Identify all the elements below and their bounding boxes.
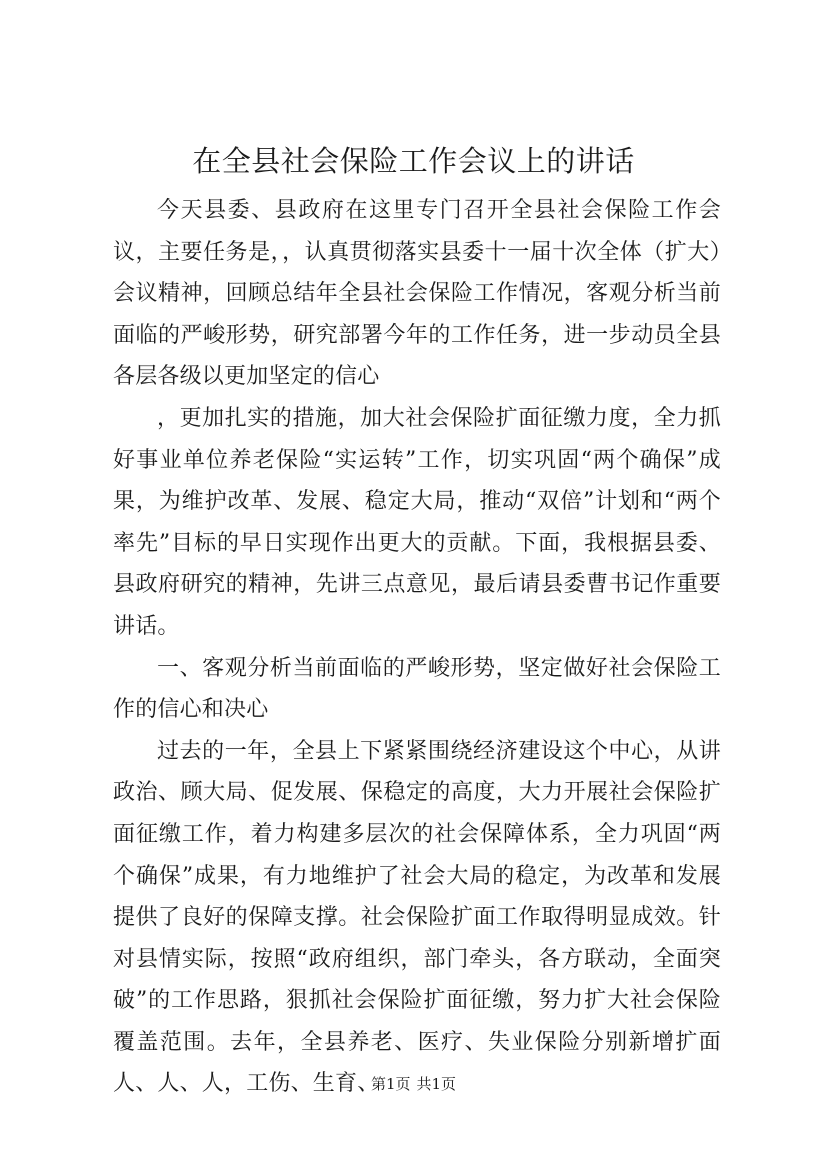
page-total: 共1页	[416, 1075, 457, 1093]
document-title: 在全县社会保险工作会议上的讲话	[192, 144, 635, 178]
paragraph-review: 过去的一年，全县上下紧紧围绕经济建设这个中心，从讲政治、顾大局、促发展、保稳定的高度，大力开展社会保险扩面征缴工作，着力构建多层次的社会保障体系，全力巩固“两个确保”成果，有力地维护了社会大局的稳定，为改革和发展提供了良好的保障支撑。社会保险扩面工作取得明显成效。针对县情实际，按照“政府组织，部门牵头，各方联动，全面突破”的工作思路，狠抓社会保险扩面征缴，努力扩大社会保险覆盖范围。去年，全县养老、医疗、失业保险分别新增扩面人、人、人，工伤、生育、	[113, 738, 721, 1097]
document-body	[113, 190, 721, 1105]
paragraph-measures: ，更加扎实的措施，加大社会保险扩面征缴力度，全力抓好事业单位养老保险“实运转”工作，切实巩固“两个确保”成果，为维护改革、发展、稳定大局，推动“双倍”计划和“两个率先”目标的早日实现作出更大的贡献。下面，我根据县委、县政府研究的精神，先讲三点意见，最后请县委曹书记作重要讲话。	[113, 405, 721, 639]
section-heading-one: 一、客观分析当前面临的严峻形势，坚定做好社会保险工作的信心和决心	[113, 655, 721, 723]
paragraph-intro: 今天县委、县政府在这里专门召开全县社会保险工作会议，主要任务是，，认真贯彻落实县委十一届十次全体（扩大）会议精神，回顾总结年全县社会保险工作情况，客观分析当前面临的严峻形势，研究部署今年的工作任务，进一步动员全县各层各级以更加坚定的信心	[113, 198, 721, 390]
page-footer	[0, 1074, 827, 1094]
page-number: 第1页	[370, 1075, 411, 1093]
